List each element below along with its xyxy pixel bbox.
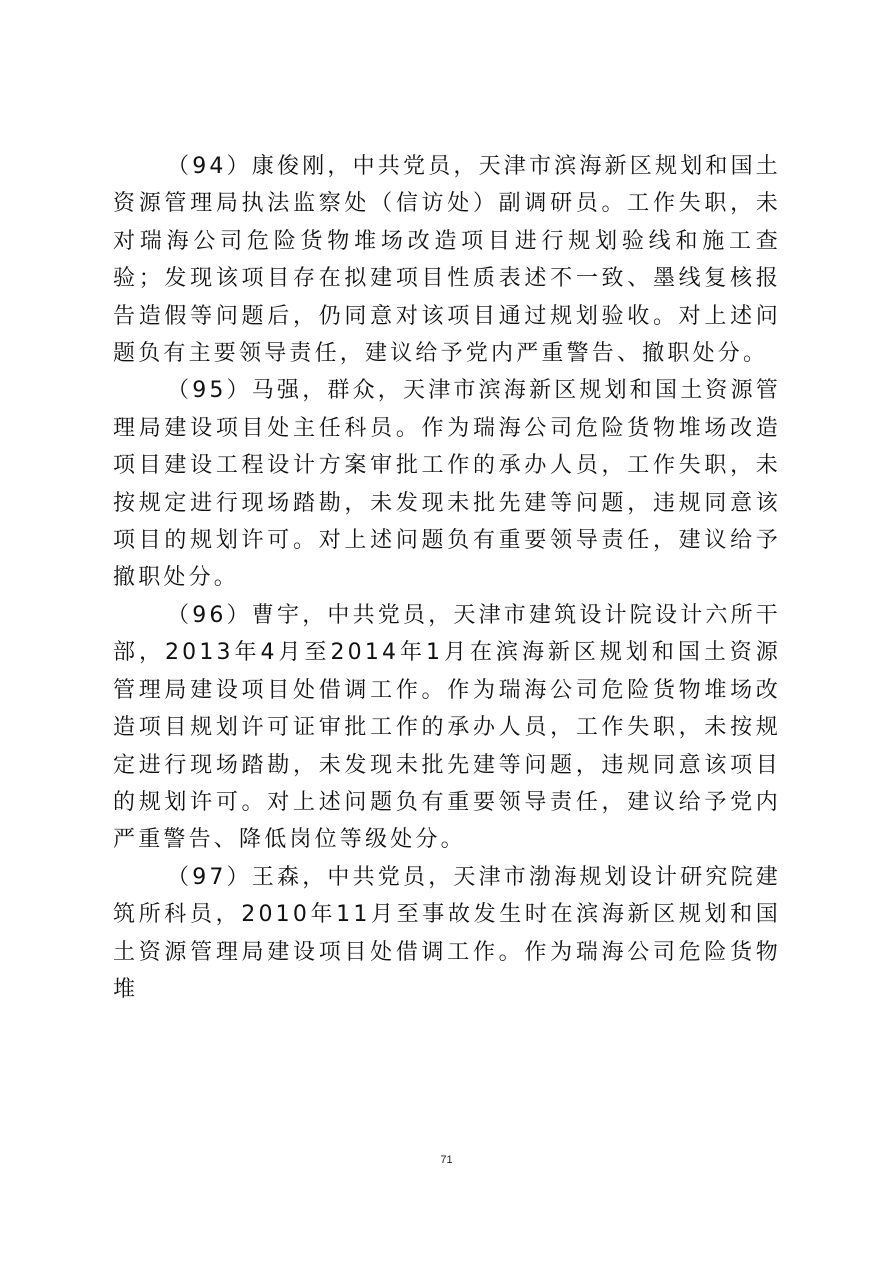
paragraph-94: （94）康俊刚，中共党员，天津市滨海新区规划和国土资源管理局执法监察处（信访处）副调研员。工作失职，未对瑞海公司危险货物堆场改造项目进行规划验线和施工查验；发现该项目存在拟建项目性质表述不一致、墨线复核报告造假等问题后，仍同意对该项目通过规划验收。对上述问题负有主要领导责任，建议给予党内严重警告、撤职处分。: [113, 154, 781, 367]
paragraph-97: （97）王森，中共党员，天津市渤海规划设计研究院建筑所科员，2010年11月至事故发生时在滨海新区规划和国土资源管理局建设项目处借调工作。作为瑞海公司危险货物堆: [113, 864, 781, 1002]
page-number: 71: [440, 1154, 453, 1166]
paragraph-96: （96）曹宇，中共党员，天津市建筑设计院设计六所干部，2013年4月至2014年1月在滨海新区规划和国土资源管理局建设项目处借调工作。作为瑞海公司危险货物堆场改造项目规划许可证审批工作的承办人员，工作失职，未按规定进行现场踏勘，未发现未批先建等问题，违规同意该项目的规划许可。对上述问题负有重要领导责任，建议给予党内严重警告、降低岗位等级处分。: [113, 602, 781, 853]
paragraph-95: （95）马强，群众，天津市滨海新区规划和国土资源管理局建设项目处主任科员。作为瑞海公司危险货物堆场改造项目建设工程设计方案审批工作的承办人员，工作失职，未按规定进行现场踏勘，未发现未批先建等问题，违规同意该项目的规划许可。对上述问题负有重要领导责任，建议给予撤职处分。: [113, 378, 781, 591]
document-body: [113, 148, 781, 1008]
